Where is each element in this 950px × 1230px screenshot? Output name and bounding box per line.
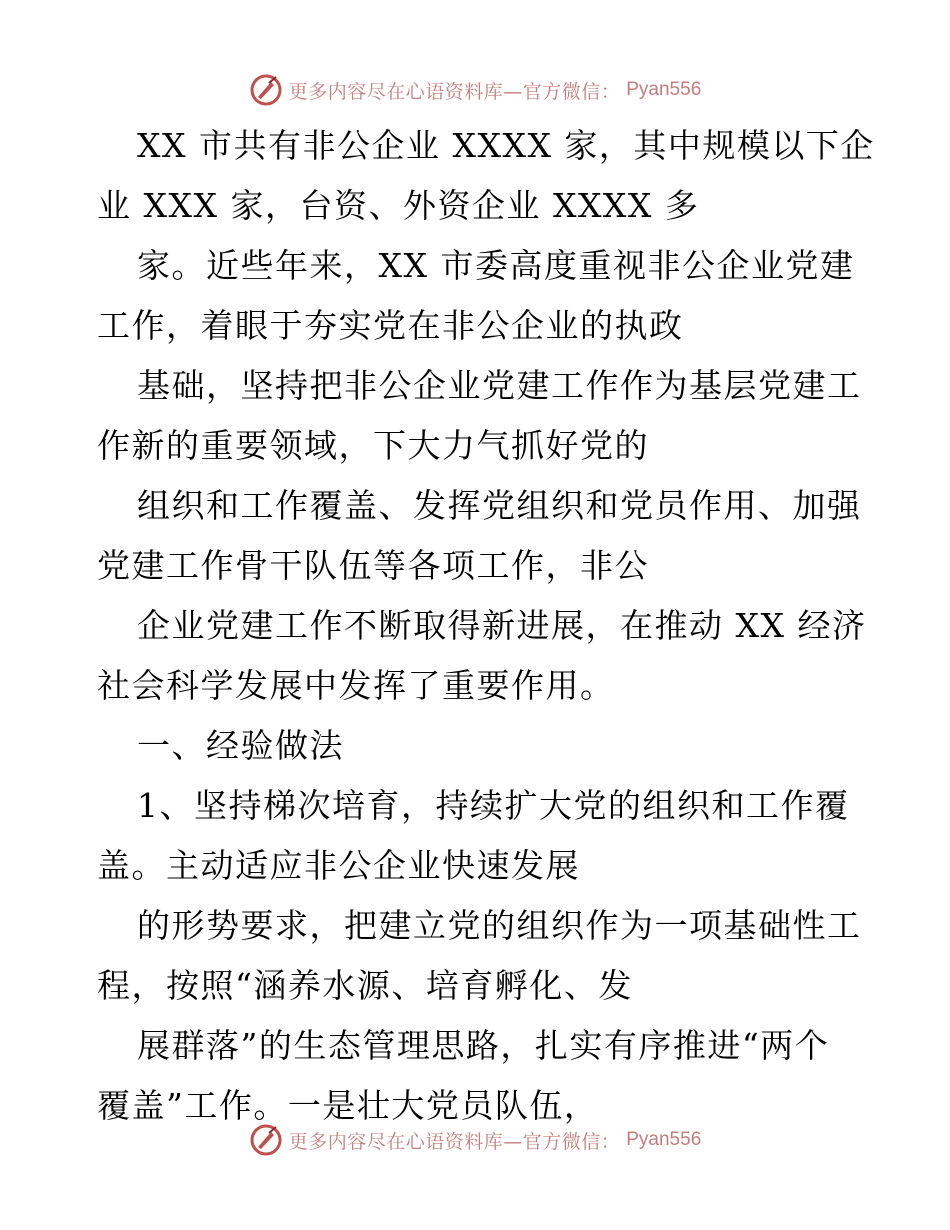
document-body <box>97 116 875 1136</box>
paragraph-line: 党建工作骨干队伍等各项工作，非公 <box>97 546 649 585</box>
watermark-group <box>249 1123 702 1157</box>
watermark-text: 更多内容尽在心语资料库—官方微信： <box>288 1130 621 1153</box>
paragraph-line: XX 市共有非公企业 XXXX 家，其中规模以下企 <box>137 126 875 165</box>
paragraph-line: 盖。主动适应非公企业快速发展 <box>97 846 580 885</box>
paragraph-line: 的形势要求，把建立党的组织作为一项基础性工 <box>137 906 862 945</box>
watermark-contact: Pyan556 <box>626 79 702 100</box>
watermark-group <box>249 73 702 107</box>
paragraph-line: 基础，坚持把非公企业党建工作作为基层党建工 <box>137 366 862 405</box>
watermark-contact: Pyan556 <box>626 1129 702 1150</box>
watermark-text: 更多内容尽在心语资料库—官方微信： <box>288 80 621 103</box>
paragraph-line: 1、坚持梯次培育，持续扩大党的组织和工作覆 <box>137 786 850 825</box>
paragraph-line: 工作，着眼于夯实党在非公企业的执政 <box>97 306 684 345</box>
section-heading: 一、经验做法 <box>137 726 344 765</box>
paragraph-line: 组织和工作覆盖、发挥党组织和党员作用、加强 <box>137 486 862 525</box>
paragraph-line: 企业党建工作不断取得新进展，在推动 XX 经济 <box>137 606 867 645</box>
paragraph-line: 作新的重要领域，下大力气抓好党的 <box>97 426 649 465</box>
header-watermark <box>0 70 950 110</box>
footer-watermark <box>0 1120 950 1160</box>
paragraph-line: 覆盖”工作。一是壮大党员队伍， <box>97 1086 599 1125</box>
quill-logo-icon <box>249 73 283 107</box>
paragraph-line: 业 XXX 家，台资、外资企业 XXXX 多 <box>97 186 700 225</box>
paragraph-line: 家。近些年来，XX 市委高度重视非公企业党建 <box>137 246 855 285</box>
quill-logo-icon <box>249 1123 283 1157</box>
paragraph-line: 社会科学发展中发挥了重要作用。 <box>97 666 615 705</box>
paragraph-line: 展群落”的生态管理思路，扎实有序推进“两个 <box>137 1026 830 1065</box>
paragraph-line: 程，按照“涵养水源、培育孵化、发 <box>97 966 633 1005</box>
